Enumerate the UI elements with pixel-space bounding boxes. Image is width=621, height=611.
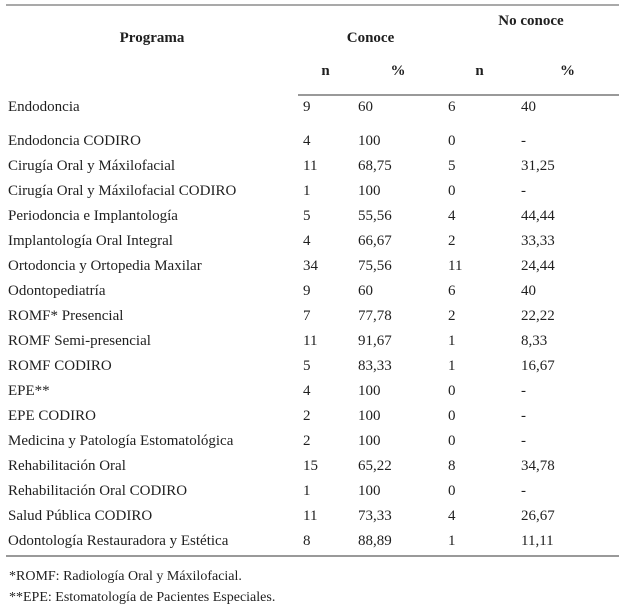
noconoce-pct-cell: 16,67 xyxy=(521,358,555,374)
conoce-pct-header: % xyxy=(353,61,443,95)
table-row xyxy=(6,230,619,255)
noconoce-pct-cell: 34,78 xyxy=(521,458,555,474)
noconoce-pct-cell: 44,44 xyxy=(521,208,555,224)
conoce-pct-cell: 100 xyxy=(358,483,381,499)
noconoce-pct-cell: 26,67 xyxy=(521,508,555,524)
results-table xyxy=(6,4,619,557)
conoce-n-cell: 34 xyxy=(303,258,318,274)
footnote-romf: *ROMF: Radiología Oral y Máxilofacial. xyxy=(9,569,242,584)
conoce-n-cell: 11 xyxy=(303,333,318,349)
conoce-n-cell: 4 xyxy=(303,383,311,399)
noconoce-pct-cell: 11,11 xyxy=(516,530,619,556)
program-cell: ROMF* Presencial xyxy=(8,308,124,324)
table-row xyxy=(6,380,619,405)
program-cell: Rehabilitación Oral xyxy=(8,458,126,474)
program-cell: Periodoncia e Implantología xyxy=(8,208,178,224)
conoce-pct-cell: 65,22 xyxy=(358,458,392,474)
conoce-pct-cell: 66,67 xyxy=(358,233,392,249)
noconoce-pct-cell: 22,22 xyxy=(521,308,555,324)
conoce-n-cell: 4 xyxy=(303,133,311,149)
table-row xyxy=(6,130,619,155)
noconoce-pct-cell: - xyxy=(521,133,526,149)
conoce-pct-cell: 73,33 xyxy=(358,508,392,524)
program-cell: Cirugía Oral y Máxilofacial CODIRO xyxy=(8,183,237,199)
noconoce-n-cell: 0 xyxy=(448,183,456,199)
conoce-n-header: n xyxy=(298,61,353,95)
noconoce-pct-cell: 8,33 xyxy=(521,333,548,349)
noconoce-n-cell: 4 xyxy=(448,208,456,224)
noconoce-n-cell: 1 xyxy=(448,333,456,349)
footnotes xyxy=(9,566,619,608)
program-cell: ROMF Semi-presencial xyxy=(8,333,151,349)
program-cell: Cirugía Oral y Máxilofacial xyxy=(8,158,176,174)
table-row xyxy=(6,430,619,455)
noconoce-n-cell: 5 xyxy=(448,158,456,174)
program-cell: Rehabilitación Oral CODIRO xyxy=(8,483,188,499)
conoce-pct-cell: 100 xyxy=(358,383,381,399)
conoce-n-cell: 1 xyxy=(303,183,311,199)
conoce-pct-cell: 60 xyxy=(358,283,373,299)
table-row xyxy=(6,530,619,556)
table-row xyxy=(6,155,619,180)
conoce-pct-cell: 83,33 xyxy=(358,358,392,374)
table-row xyxy=(6,305,619,330)
program-cell: Endodoncia CODIRO xyxy=(8,133,141,149)
conoce-n-cell: 7 xyxy=(303,308,311,324)
table-row xyxy=(6,180,619,205)
noconoce-pct-cell: 40 xyxy=(521,283,536,299)
noconoce-pct-cell: - xyxy=(521,383,526,399)
conoce-pct-cell: 100 xyxy=(358,133,381,149)
noconoce-n-header: n xyxy=(443,61,516,95)
table-row xyxy=(6,405,619,430)
noconoce-n-cell: 0 xyxy=(448,408,456,424)
noconoce-n-cell: 1 xyxy=(448,358,456,374)
table-body xyxy=(6,95,619,556)
program-cell: Odontopediatría xyxy=(8,283,106,299)
program-cell: Medicina y Patología Estomatológica xyxy=(8,433,234,449)
noconoce-n-cell: 6 xyxy=(448,283,456,299)
noconoce-n-cell: 6 xyxy=(448,99,456,115)
table-row xyxy=(6,255,619,280)
conoce-n-cell: 11 xyxy=(303,158,318,174)
noconoce-pct-cell: - xyxy=(521,408,526,424)
noconoce-n-cell: 2 xyxy=(448,233,456,249)
conoce-pct-cell: 88,89 xyxy=(353,530,443,556)
noconoce-pct-cell: 24,44 xyxy=(521,258,555,274)
conoce-pct-cell: 68,75 xyxy=(358,158,392,174)
noconoce-pct-cell: - xyxy=(521,433,526,449)
table-row xyxy=(6,480,619,505)
noconoce-pct-cell: 31,25 xyxy=(521,158,555,174)
conoce-n-cell: 9 xyxy=(303,99,311,115)
table-row xyxy=(6,330,619,355)
conoce-n-cell: 11 xyxy=(303,508,318,524)
noconoce-n-cell: 0 xyxy=(448,133,456,149)
noconoce-n-cell: 4 xyxy=(448,508,456,524)
conoce-n-cell: 4 xyxy=(303,233,311,249)
conoce-n-cell: 1 xyxy=(303,483,311,499)
programa-header: Programa xyxy=(119,30,185,46)
table-row xyxy=(6,205,619,230)
program-cell: Endodoncia xyxy=(8,98,80,115)
table-header xyxy=(6,5,619,95)
conoce-pct-cell: 91,67 xyxy=(358,333,392,349)
no-conoce-header: No conoce xyxy=(498,13,564,29)
conoce-n-cell: 5 xyxy=(303,358,311,374)
conoce-pct-cell: 100 xyxy=(358,183,381,199)
program-cell: Ortodoncia y Ortopedia Maxilar xyxy=(8,258,202,274)
noconoce-pct-header: % xyxy=(516,61,619,95)
conoce-pct-cell: 55,56 xyxy=(358,208,392,224)
noconoce-pct-cell: - xyxy=(521,183,526,199)
header-group-row xyxy=(6,5,619,61)
conoce-n-cell: 2 xyxy=(303,433,311,449)
table-row xyxy=(6,355,619,380)
conoce-pct-cell: 77,78 xyxy=(358,308,392,324)
table-row xyxy=(6,455,619,480)
conoce-n-cell: 8 xyxy=(298,530,353,556)
noconoce-n-cell: 1 xyxy=(443,530,516,556)
noconoce-pct-cell: 40 xyxy=(521,99,536,115)
noconoce-pct-cell: - xyxy=(521,483,526,499)
conoce-pct-cell: 60 xyxy=(358,99,373,115)
noconoce-n-cell: 11 xyxy=(448,258,463,274)
conoce-n-cell: 15 xyxy=(303,458,318,474)
results-table-container xyxy=(6,4,619,608)
table-row xyxy=(6,280,619,305)
conoce-n-cell: 2 xyxy=(303,408,311,424)
noconoce-n-cell: 8 xyxy=(448,458,456,474)
program-cell: Odontología Restauradora y Estética xyxy=(6,530,298,556)
conoce-n-cell: 9 xyxy=(303,283,311,299)
table-row xyxy=(6,95,619,130)
footnote-epe: **EPE: Estomatología de Pacientes Especiales. xyxy=(9,590,276,605)
conoce-header: Conoce xyxy=(346,30,395,46)
program-cell: EPE CODIRO xyxy=(8,408,96,424)
program-cell: EPE** xyxy=(8,383,50,399)
noconoce-n-cell: 0 xyxy=(448,383,456,399)
conoce-pct-cell: 100 xyxy=(358,433,381,449)
noconoce-n-cell: 2 xyxy=(448,308,456,324)
table-row xyxy=(6,505,619,530)
conoce-pct-cell: 75,56 xyxy=(358,258,392,274)
noconoce-pct-cell: 33,33 xyxy=(521,233,555,249)
program-cell: Implantología Oral Integral xyxy=(8,233,173,249)
noconoce-n-cell: 0 xyxy=(448,433,456,449)
program-cell: ROMF CODIRO xyxy=(8,358,112,374)
noconoce-n-cell: 0 xyxy=(448,483,456,499)
program-cell: Salud Pública CODIRO xyxy=(8,508,153,524)
conoce-n-cell: 5 xyxy=(303,208,311,224)
conoce-pct-cell: 100 xyxy=(358,408,381,424)
